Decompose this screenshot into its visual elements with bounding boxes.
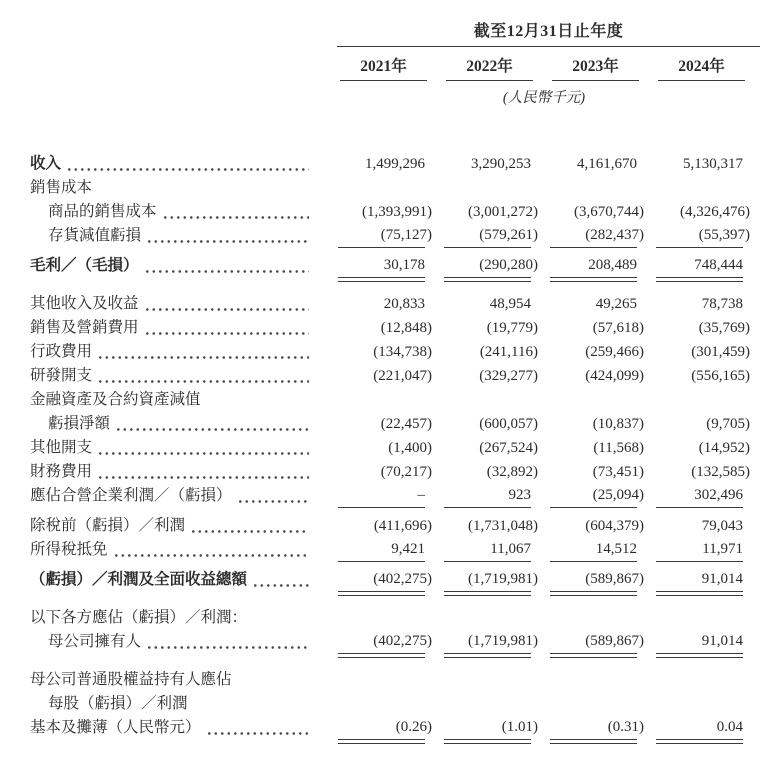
cell-value: (132,585) [691,464,750,480]
table-row [30,716,743,740]
value-cell [656,571,743,592]
cell-value: (424,099) [585,368,644,384]
dot-leader [164,216,309,219]
cell-value: 748,444 [694,257,743,273]
unit-note: (人民幣千元) [502,90,586,106]
table-row [30,692,743,716]
value-cell [338,227,432,248]
year-column-header-2022: 2022年 [446,54,533,81]
year-columns [340,54,760,81]
value-cell [338,257,425,278]
row-label: 母公司普通股權益持有人應佔 [30,671,232,689]
cell-value: (19,779) [486,320,538,336]
value-cell [444,518,538,538]
value-cell [338,487,425,508]
dot-leader [146,308,309,311]
dot-leader [192,530,309,533]
row-label-cell [30,517,319,538]
cell-value: 30,178 [383,257,425,273]
cell-value: (600,057) [479,416,538,432]
year-column-header-2021: 2021年 [340,54,427,81]
cell-value: (0.26) [395,719,432,735]
row-label: 其他開支 [30,439,93,457]
cell-value: 14,512 [595,541,637,557]
value-cell [444,368,538,388]
value-cell [444,416,538,436]
value-cell [656,204,750,224]
cell-value: (75,127) [380,227,432,243]
row-label-cell [30,319,319,340]
cell-value: 3,290,253 [471,156,531,172]
row-label-cell [30,671,743,692]
cell-value: (57,618) [592,320,644,336]
dot-leader [239,500,309,503]
table-row [30,606,743,630]
cell-value: (1,719,981) [468,571,538,587]
row-label-cell [30,391,743,412]
year-column-header-2023: 2023年 [552,54,639,81]
table-row [30,340,750,364]
cell-value: 20,833 [383,296,425,312]
cell-value: (290,280) [479,257,538,273]
cell-value: (4,326,476) [680,204,750,220]
table-row [30,568,743,592]
value-cell [444,440,538,460]
dot-leader [115,554,309,557]
cell-value: (1,400) [388,440,432,456]
table-row [30,484,743,508]
cell-value: 923 [508,487,531,503]
cell-value: (70,217) [380,464,432,480]
row-label: 應佔合營企業利潤／（虧損） [30,487,232,505]
cell-value: – [417,487,425,503]
value-cell [338,440,432,460]
row-label: 收入 [30,155,62,173]
value-cell [550,541,637,562]
table-row [30,176,743,200]
value-cell [656,541,743,562]
value-cell [338,719,432,740]
cell-value: 208,489 [588,257,637,273]
row-label: 銷售及營銷費用 [30,319,139,337]
row-label: 銷售成本 [30,179,93,197]
value-cell [656,633,743,654]
dot-leader [99,476,309,479]
row-label: 每股（虧損）／利潤 [48,695,188,713]
value-cell [338,416,432,436]
value-cell [550,518,644,538]
cell-value: (25,094) [592,487,644,503]
row-label-cell [30,203,319,224]
cell-value: (589,867) [585,633,644,649]
row-label-cell [30,487,319,508]
year-column-header-2024: 2024年 [658,54,745,81]
row-label-cell [30,541,319,562]
row-label: 研發開支 [30,367,93,385]
row-label-cell [30,719,319,740]
row-label: 財務費用 [30,463,93,481]
value-cell [444,719,538,740]
cell-value: (402,275) [373,571,432,587]
value-cell [656,320,750,340]
cell-value: (267,524) [479,440,538,456]
cell-value: (221,047) [373,368,432,384]
row-label: 以下各方應佔（虧損）／利潤： [30,609,248,627]
period-header [337,18,760,107]
cell-value: (35,769) [698,320,750,336]
row-label-cell [30,439,319,460]
cell-value: (1,731,048) [468,518,538,534]
row-label: 基本及攤薄（人民幣元） [30,719,201,737]
value-cell [550,719,644,740]
row-label-cell [30,367,319,388]
value-cell [444,541,531,562]
cell-value: 78,738 [701,296,743,312]
cell-value: 91,014 [701,633,743,649]
value-cell [656,440,750,460]
value-cell [656,227,750,248]
row-label: （虧損）／利潤及全面收益總額 [30,571,248,589]
period-title: 截至12月31日止年度 [337,18,760,47]
dot-leader [99,356,309,359]
value-cell [444,227,538,248]
value-cell [550,204,644,224]
row-label-cell [30,463,319,484]
value-cell [656,487,743,508]
row-label-cell [30,227,319,248]
cell-value: 1,499,296 [365,156,425,172]
table-row [30,292,743,316]
dot-leader [117,428,309,431]
row-label: 毛利／（毛損） [30,257,139,275]
value-cell [550,296,637,316]
cell-value: (3,001,272) [468,204,538,220]
table-row [30,514,743,538]
cell-value: (1.01) [501,719,538,735]
value-cell [338,464,432,484]
dot-leader [68,168,309,171]
row-label: 金融資產及合約資產減值 [30,391,201,409]
cell-value: (402,275) [373,633,432,649]
cell-value: 4,161,670 [577,156,637,172]
value-cell [550,416,644,436]
table-row [30,630,743,654]
value-cell [656,518,743,538]
value-cell [338,320,432,340]
value-cell [338,368,432,388]
value-cell [338,541,425,562]
value-cell [550,571,644,592]
value-cell [444,204,538,224]
value-cell [550,257,637,278]
cell-value: (589,867) [585,571,644,587]
cell-value: (55,397) [698,227,750,243]
value-cell [444,487,531,508]
cell-value: 48,954 [489,296,531,312]
cell-value: (12,848) [380,320,432,336]
cell-value: (1,393,991) [362,204,432,220]
table-row [30,152,743,176]
value-cell [550,320,644,340]
row-label-cell [30,343,319,364]
value-cell [338,571,432,592]
dot-leader [146,332,309,335]
cell-value: 11,067 [490,541,531,557]
table-row [30,436,750,460]
value-cell [444,571,538,592]
value-cell [444,320,538,340]
table-row [30,412,750,436]
value-cell [444,257,538,278]
value-cell [656,156,743,176]
value-cell [656,464,750,484]
table-row [30,364,750,388]
cell-value: 49,265 [595,296,637,312]
row-label: 除稅前（虧損）／利潤 [30,517,186,535]
value-cell [656,296,743,316]
table-row [30,224,750,248]
row-label-cell [30,257,319,278]
financial-table-rows [30,152,763,740]
table-row [30,538,743,562]
dot-leader [146,270,309,273]
cell-value: (329,277) [479,368,538,384]
value-cell [338,204,432,224]
dot-leader [148,646,309,649]
value-cell [550,227,644,248]
value-cell [444,156,531,176]
row-label-cell [30,295,319,316]
cell-value: (11,568) [593,440,644,456]
row-label: 其他收入及收益 [30,295,139,313]
value-cell [338,156,425,176]
row-label: 虧損淨額 [48,415,111,433]
cell-value: (3,670,744) [574,204,644,220]
value-cell [550,344,644,364]
row-label-cell [30,155,319,176]
row-label: 母公司擁有人 [48,633,142,651]
cell-value: 0.04 [716,719,743,735]
dot-leader [99,452,309,455]
value-cell [656,368,750,388]
cell-value: (241,116) [479,344,538,360]
row-label-cell [30,609,743,630]
cell-value: 9,421 [391,541,425,557]
row-label-cell [30,179,743,200]
cell-value: 79,043 [701,518,743,534]
table-row [30,254,743,278]
dot-leader [148,240,309,243]
cell-value: (22,457) [380,416,432,432]
row-label: 存貨減值虧損 [48,227,142,245]
value-cell [338,518,432,538]
cell-value: (556,165) [691,368,750,384]
value-cell [550,156,637,176]
value-cell [656,257,743,278]
value-cell [338,296,425,316]
value-cell [656,719,743,740]
table-row [30,316,750,340]
cell-value: (604,379) [585,518,644,534]
row-label-cell [30,695,743,716]
cell-value: (14,952) [698,440,750,456]
cell-value: 91,014 [701,571,743,587]
row-label: 行政費用 [30,343,93,361]
cell-value: (10,837) [592,416,644,432]
table-row [30,460,750,484]
cell-value: 302,496 [694,487,743,503]
dot-leader [99,380,309,383]
value-cell [550,464,644,484]
value-cell [444,633,538,654]
table-row [30,668,743,692]
row-label: 所得稅抵免 [30,541,108,559]
cell-value: 11,971 [702,541,743,557]
value-cell [338,633,432,654]
cell-value: (32,892) [486,464,538,480]
cell-value: (579,261) [479,227,538,243]
cell-value: 5,130,317 [683,156,743,172]
cell-value: (411,696) [373,518,432,534]
table-row [30,200,750,224]
cell-value: (73,451) [592,464,644,480]
value-cell [444,464,538,484]
cell-value: (0.31) [607,719,644,735]
cell-value: (301,459) [691,344,750,360]
value-cell [338,344,432,364]
value-cell [550,633,644,654]
cell-value: (259,466) [585,344,644,360]
dot-leader [208,732,309,735]
value-cell [656,344,750,364]
cell-value: (134,738) [373,344,432,360]
row-label-cell [30,415,319,436]
table-row [30,388,743,412]
value-cell [550,440,644,460]
row-label: 商品的銷售成本 [48,203,157,221]
row-label-cell [30,633,319,654]
cell-value: (282,437) [585,227,644,243]
cell-value: (1,719,981) [468,633,538,649]
dot-leader [254,584,309,587]
value-cell [550,368,644,388]
value-cell [444,296,531,316]
value-cell [656,416,750,436]
value-cell [444,344,538,364]
row-label-cell [30,571,319,592]
cell-value: (9,705) [706,416,750,432]
value-cell [550,487,644,508]
